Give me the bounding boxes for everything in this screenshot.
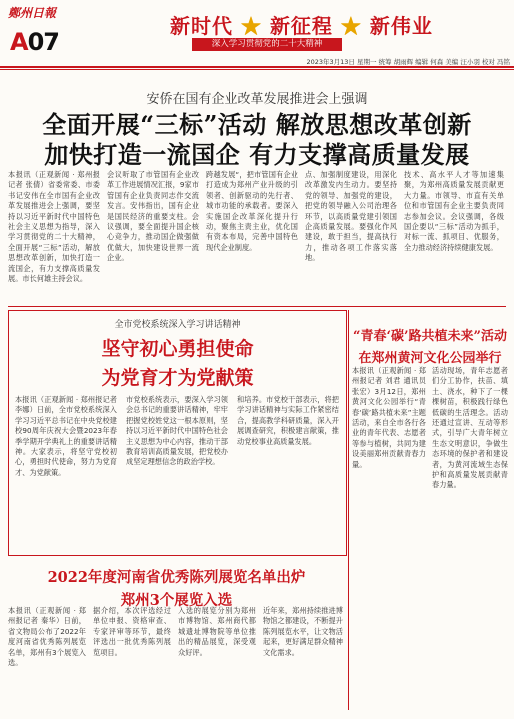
lead-subtitle: 安侨在国有企业改革发展推进会上强调 bbox=[146, 92, 368, 107]
header-rule bbox=[0, 66, 514, 68]
dateline: 2023年3月13日 星期一 统筹 胡雨辉 编辑 何森 美编 汪小羽 校对 冯铭 bbox=[306, 58, 510, 66]
banner-title: 新时代 ★ 新征程 ★ 新伟业 bbox=[170, 14, 433, 38]
lead-title-line2: 加快打造一流国企 有力支撑高质量发展 bbox=[44, 140, 470, 169]
party-school-title-line1: 坚守初心勇担使命 bbox=[101, 338, 254, 360]
star-icon: ★ bbox=[340, 14, 362, 38]
lead-column-5: 技术、高水平人才等加速集聚，为郑州高质量发展贡献更大力量。市领导、市直有关单位和市管国有企业主要负责同志参加会议。会议强调，各级国企要以“三标”活动为抓手，对标一流、抓项目、优服务，全力推动经济持续健康发展。 bbox=[404, 170, 504, 252]
exhibition-column-1: 本报讯（正观新闻 · 郑州报记者 秦华）日前，省文物局公布了2022年度河南省优秀陈列展览名单，郑州有3个展览入选。 bbox=[8, 606, 86, 668]
column-divider bbox=[348, 310, 349, 710]
tree-planting-title-line1: “青春‘碳’路共植未来”活动 bbox=[352, 329, 507, 344]
tree-planting-title-line2: 在郑州黄河文化公园举行 bbox=[358, 351, 502, 366]
exhibition-header bbox=[8, 566, 345, 610]
page-number: A07 bbox=[10, 28, 59, 56]
party-school-column-2: 市党校系统表示，要深入学习领会总书记的重要讲话精神，牢牢把握党校姓党这一根本原则，坚持以习近平新时代中国特色社会主义思想为中心内容，推动干部教育培训高质量发展，把党校办成坚定理想信念的政治学校。 bbox=[126, 395, 228, 467]
newspaper-logo: 鄭州日報 bbox=[8, 6, 57, 20]
exhibition-column-2: 据介绍，本次评选经过单位申报、资格审查、专家评审等环节，最终评选出一批优秀陈列展览项目。 bbox=[93, 606, 171, 657]
party-school-column-1: 本报讯（正观新闻 · 郑州报记者 李娜）日前，全市党校系统深入学习习近平总书记在中央党校建校90周年庆祝大会暨2023年春季学期开学典礼上的重要讲话精神。大家表示，将坚守党校初心，勇担时代使命，努力为党育才、为党献策。 bbox=[15, 395, 117, 477]
party-school-story-box bbox=[8, 310, 347, 556]
section-divider bbox=[8, 306, 506, 307]
tree-planting-column-1: 本报讯（正观新闻 · 郑州报记者 刘君 通讯员 张宏）3月12日，郑州黄河文化公园举行“青春‘碳’路共植未来”主题活动，来自全市各行各业的青年代表、志愿者等参与植树，共同为建设美丽郑州贡献青春力量。 bbox=[352, 366, 426, 469]
tree-planting-header bbox=[352, 325, 508, 366]
lead-column-2: 会议听取了市管国有企业改革工作进展情况汇报，9家市管国有企业负责同志作交流发言。安伟指出，国有企业是国民经济的重要支柱。会议强调，要全面提升国企核心竞争力，推动国企做强做优做大，加快建设世界一流企业。 bbox=[107, 170, 199, 263]
star-icon: ★ bbox=[240, 14, 262, 38]
exhibition-column-3: 入选的展览分别为郑州市博物馆、郑州商代都城遗址博物院等单位推出的精品展览，深受观众好评。 bbox=[178, 606, 256, 657]
lead-column-4: 点、加强制度建设，用深化改革激发内生动力。要坚持党的领导、加强党的建设，把党的领导融入公司治理各环节，以高质量党建引领国企高质量发展。要强化作风建设，敢于担当，提高执行力，推动各项工作落实落地。 bbox=[305, 170, 397, 263]
lead-title-line1: 全面开展“三标”活动 解放思想改革创新 bbox=[42, 110, 472, 139]
lead-column-1: 本报讯（正观新闻 · 郑州报记者 张倩）省委常委、市委书记安伟在全市国有企业改革发展推进会上强调，要坚持以习近平新时代中国特色社会主义思想为指导，深入学习贯彻党的二十大精神，全面开展“三标”活动，解放思想改革创新，加快打造一流国企，有力支撑高质量发展。市长何雄主持会议。 bbox=[8, 170, 100, 284]
tree-planting-column-2: 活动现场，青年志愿者们分工协作，扶苗、填土、浇水，种下了一棵棵树苗，积极践行绿色低碳的生活理念。活动还通过宣讲、互动等形式，引导广大青年树立生态文明意识，争做生态环境的保护者和建设者，为黄河流域生态保护和高质量发展贡献青春力量。 bbox=[432, 366, 508, 490]
exhibition-title-line1: 2022年度河南省优秀陈列展览名单出炉 bbox=[47, 569, 306, 586]
exhibition-column-4: 近年来，郑州持续推进博物馆之都建设，不断提升陈列展览水平，让文物活起来，更好满足群众精神文化需求。 bbox=[263, 606, 343, 657]
exhibition-title-line2: 郑州3个展览入选 bbox=[120, 592, 233, 609]
party-school-title-line2: 为党育才为党献策 bbox=[101, 367, 254, 389]
banner-bar: 深入学习贯彻党的二十大精神 bbox=[192, 38, 342, 51]
party-school-column-3: 和培养。市党校干部表示，将把学习讲话精神与实际工作紧密结合，提高教学科研质量，深入开展调查研究，积极建言献策，推动党校事业高质量发展。 bbox=[237, 395, 339, 446]
lead-column-3: 跨越发展“，把市管国有企业打造成为郑州产业升级的引领者、创新驱动的先行者、城市功能的承载者。要深入实施国企改革深化提升行动，聚焦主责主业，优化国有资本布局，完善中国特色现代企业制度。 bbox=[206, 170, 298, 252]
party-school-subtitle: 全市党校系统深入学习讲话精神 bbox=[114, 320, 241, 330]
header-rule-thin bbox=[0, 69, 514, 70]
